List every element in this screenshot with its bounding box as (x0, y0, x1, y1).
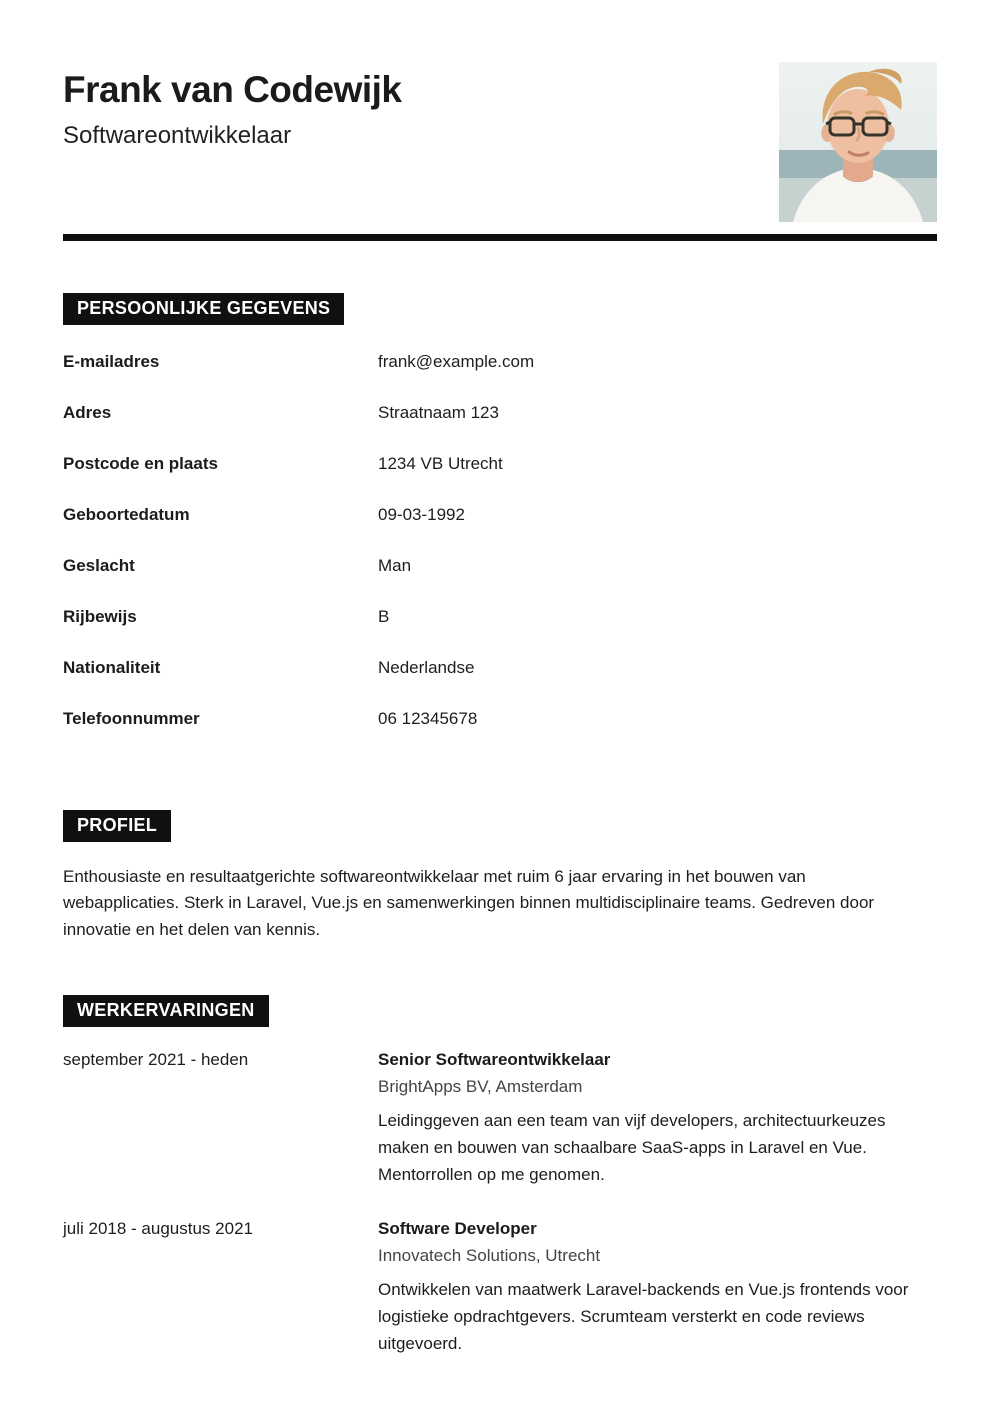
field-value: B (378, 606, 390, 626)
divider-rule (63, 234, 937, 241)
section-title-personal: PERSOONLIJKE GEGEVENS (63, 293, 344, 325)
field-label: Adres (63, 402, 112, 422)
job-entry (63, 1218, 937, 1357)
personal-rows (63, 352, 937, 729)
header-text (63, 62, 402, 150)
job-period: juli 2018 - augustus 2021 (63, 1219, 253, 1239)
field-value: 09-03-1992 (378, 504, 465, 524)
job-company: Innovatech Solutions, Utrecht (378, 1246, 601, 1266)
field-label: E-mailadres (63, 351, 160, 371)
section-profile (63, 760, 937, 943)
field-value: 1234 VB Utrecht (378, 453, 503, 473)
field-label: Rijbewijs (63, 606, 137, 626)
section-experience (63, 943, 937, 1357)
job-description: Leidinggeven aan een team van vijf developers, architectuurkeuzes maken en bouwen van schaalbare SaaS-apps in Laravel en Vue. Mentorrollen op me genomen. (378, 1111, 886, 1185)
field-label: Nationaliteit (63, 657, 161, 677)
personal-row (63, 709, 937, 729)
field-label: Geboortedatum (63, 504, 190, 524)
personal-row (63, 658, 937, 678)
field-value: Straatnaam 123 (378, 402, 499, 422)
section-personal (63, 241, 937, 729)
field-value: frank@example.com (378, 351, 535, 371)
personal-row (63, 505, 937, 525)
job-entry (63, 1049, 937, 1188)
job-title-text: Senior Softwareontwikkelaar (378, 1050, 611, 1070)
section-title-experience: WERKERVARINGEN (63, 995, 269, 1027)
job-period: september 2021 - heden (63, 1050, 249, 1070)
job-main (378, 1049, 937, 1188)
field-value: 06 12345678 (378, 708, 478, 728)
page-title: Frank van Codewijk (63, 69, 402, 110)
personal-row (63, 454, 937, 474)
field-label: Geslacht (63, 555, 135, 575)
field-label: Postcode en plaats (63, 453, 218, 473)
job-company: BrightApps BV, Amsterdam (378, 1077, 583, 1097)
field-value: Nederlandse (378, 657, 475, 677)
job-title-text: Software Developer (378, 1219, 537, 1239)
personal-row (63, 403, 937, 423)
role-subtitle: Softwareontwikkelaar (63, 121, 292, 149)
field-value: Man (378, 555, 412, 575)
profile-photo (779, 62, 937, 222)
field-label: Telefoonnummer (63, 708, 200, 728)
personal-row (63, 556, 937, 576)
job-description: Ontwikkelen van maatwerk Laravel-backends en Vue.js frontends voor logistieke opdrachtgevers. Scrumteam versterkt en code reviews uitgevoerd. (378, 1280, 909, 1354)
job-main (378, 1218, 937, 1357)
personal-row (63, 352, 937, 372)
header (63, 0, 937, 222)
section-title-profile: PROFIEL (63, 810, 171, 842)
personal-row (63, 607, 937, 627)
profile-text: Enthousiaste en resultaatgerichte softwareontwikkelaar met ruim 6 jaar ervaring in het bouwen van webapplicaties. Sterk in Laravel, Vue.js en samenwerkingen binnen multidisciplinaire teams. Gedreven door innovatie en het delen van kennis. (63, 866, 875, 939)
